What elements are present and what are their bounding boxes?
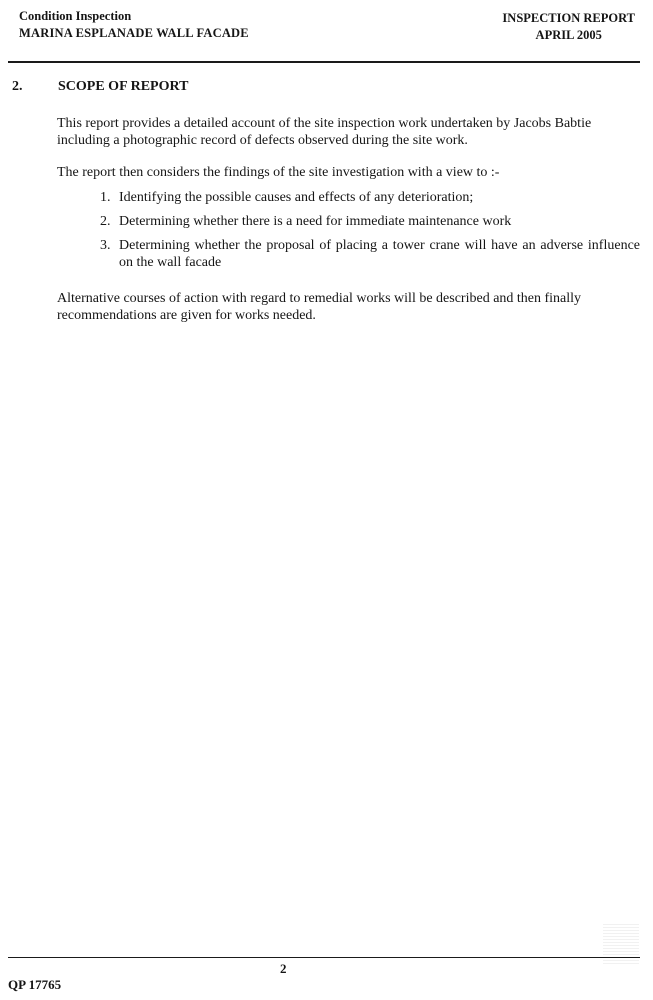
list-item-number: 2. bbox=[100, 214, 111, 229]
header-project-name: MARINA ESPLANADE WALL FACADE bbox=[19, 26, 249, 40]
list-item-number: 1. bbox=[100, 190, 111, 205]
header-left bbox=[19, 8, 249, 42]
header-right bbox=[502, 10, 635, 44]
section-number: 2. bbox=[12, 79, 23, 94]
list-item-text: Identifying the possible causes and effects of any deterioration; bbox=[119, 190, 474, 205]
section-title: SCOPE OF REPORT bbox=[58, 79, 189, 94]
list-item bbox=[100, 237, 640, 271]
list-item bbox=[100, 189, 640, 206]
list-item bbox=[100, 213, 640, 230]
document-code: QP 17765 bbox=[8, 977, 62, 992]
objectives-list bbox=[100, 189, 640, 278]
footer-divider bbox=[8, 957, 640, 958]
paragraph-alternatives: Alternative courses of action with regard to remedial works will be described and then finally recommendations are given for works needed. bbox=[57, 291, 582, 323]
list-item-number: 3. bbox=[100, 238, 111, 253]
header-document-type: Condition Inspection bbox=[19, 9, 132, 23]
list-item-text: Determining whether there is a need for immediate maintenance work bbox=[119, 214, 512, 229]
list-item-text: Determining whether the proposal of placing a tower crane will have an adverse influence on the wall facade bbox=[119, 238, 640, 270]
paragraph-intro: This report provides a detailed account of the site inspection work undertaken by Jacobs Babtie including a photographic record of defects observed during the site work. bbox=[57, 116, 592, 148]
header-report-title: INSPECTION REPORT bbox=[502, 11, 635, 25]
page-number: 2 bbox=[280, 961, 287, 976]
scan-artifact bbox=[603, 924, 639, 964]
header-divider bbox=[8, 61, 640, 63]
header-report-date: APRIL 2005 bbox=[535, 28, 602, 42]
paragraph-findings: The report then considers the findings of the site investigation with a view to :- bbox=[57, 165, 500, 180]
